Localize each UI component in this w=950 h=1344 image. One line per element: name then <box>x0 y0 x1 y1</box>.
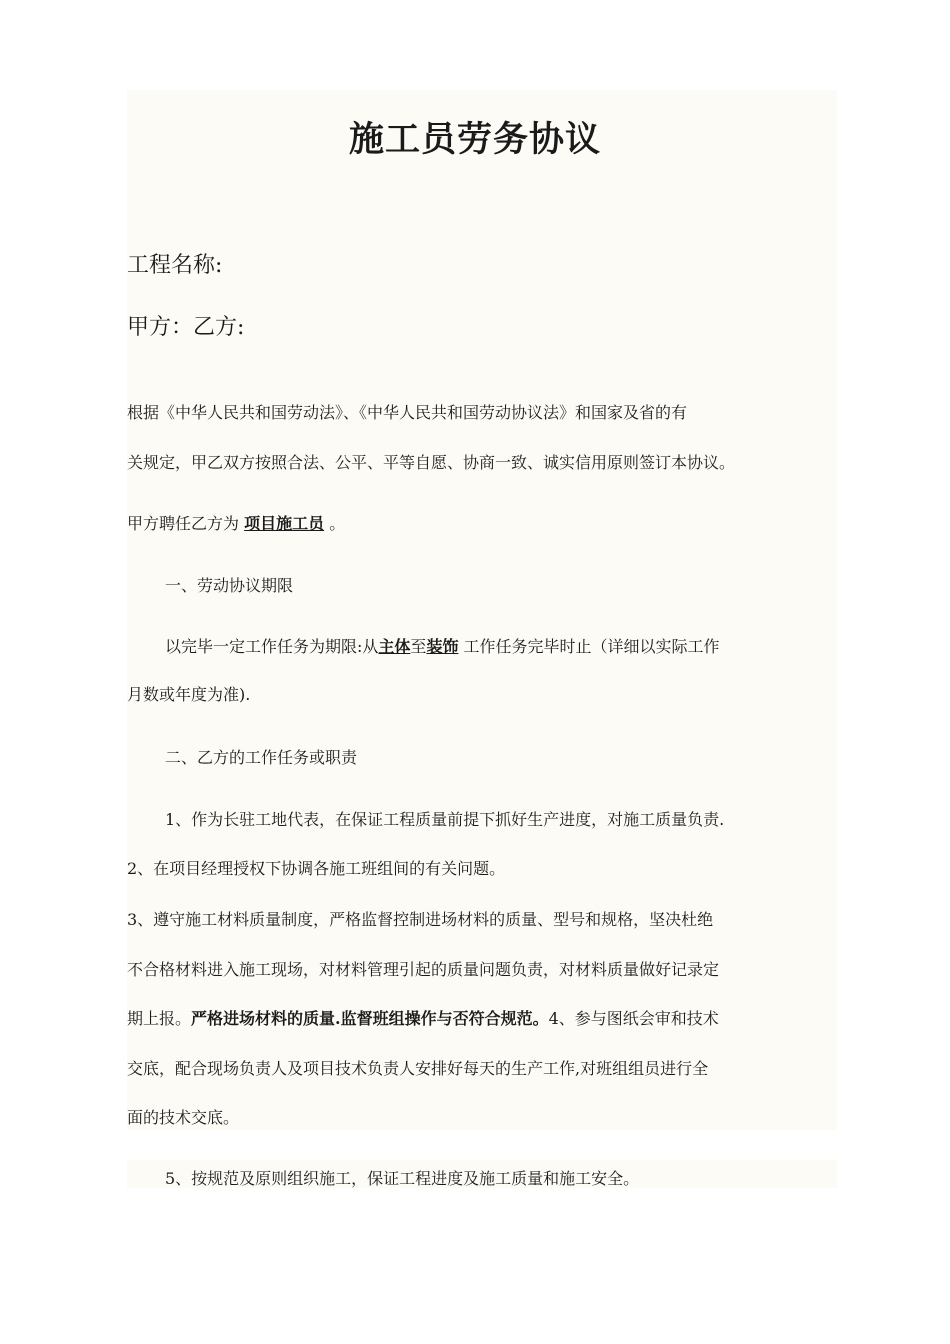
term-to-word: 至 <box>410 637 427 656</box>
intro-line-2: 关规定，甲乙双方按照合法、公平、平等自愿、协商一致、诚实信用原则签订本协议。 <box>127 453 736 472</box>
hire-prefix: 甲方聘任乙方为 <box>127 514 245 533</box>
hire-suffix: 。 <box>324 514 346 533</box>
hire-clause <box>127 511 345 534</box>
section-2-heading: 二、乙方的工作任务或职责 <box>165 748 358 767</box>
hire-role: 项目施工员 <box>244 514 325 533</box>
duty-1: 1、作为长驻工地代表，在保证工程质量前提下抓好生产进度，对施工质量负责. <box>165 810 725 829</box>
term-suffix: 工作任务完毕时止（详细以实际工作 <box>458 637 720 656</box>
term-from: 主体 <box>378 637 411 656</box>
section-1-heading: 一、劳动协议期限 <box>165 576 294 595</box>
term-prefix: 以完毕一定工作任务为期限:从 <box>165 637 379 656</box>
duty-5: 5、按规范及原则组织施工，保证工程进度及施工质量和施工安全。 <box>165 1169 640 1188</box>
term-to: 装饰 <box>426 637 459 656</box>
duty-3-line-2: 不合格材料进入施工现场，对材料管理引起的质量问题负责，对材料质量做好记录定 <box>127 960 720 979</box>
term-line-2: 月数或年度为准). <box>127 685 251 704</box>
duty-4-line-3: 面的技术交底。 <box>127 1108 240 1127</box>
project-name-label: 工程名称: <box>127 253 223 278</box>
duty-2: 2、在项目经理授权下协调各施工班组间的有关问题。 <box>127 859 506 878</box>
duty-3-line-1: 3、遵守施工材料质量制度，严格监督控制进场材料的质量、型号和规格，坚决杜绝 <box>127 910 714 929</box>
parties-label: 甲方：乙方: <box>127 315 245 340</box>
intro-line-1: 根据《中华人民共和国劳动法》、《中华人民共和国劳动协议法》和国家及省的有 <box>127 403 688 422</box>
term-line-1 <box>165 634 720 657</box>
duty-3-prefix: 期上报。 <box>127 1009 192 1028</box>
duty-3-bold: 严格进场材料的质量.监督班组操作与否符合规范。 <box>191 1009 549 1028</box>
duty-3-line-3 <box>127 1006 719 1029</box>
document-title: 施工员劳务协议 <box>348 119 601 160</box>
duty-3-suffix: 4、参与图纸会审和技术 <box>548 1009 719 1028</box>
duty-4-line-2: 交底，配合现场负责人及项目技术负责人安排好每天的生产工作,对班组组员进行全 <box>127 1059 709 1078</box>
